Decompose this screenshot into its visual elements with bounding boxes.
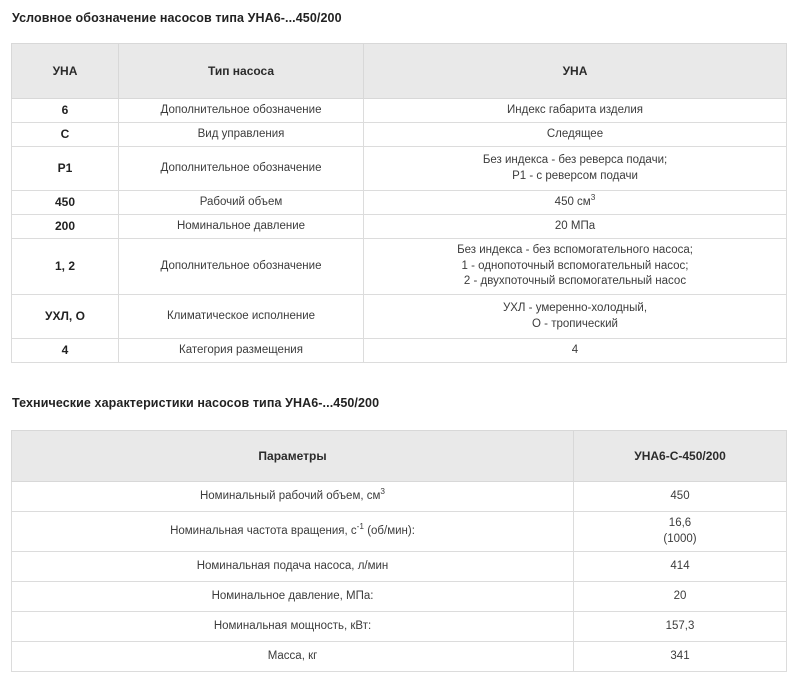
marking-value (364, 295, 787, 339)
specs-param: Номинальное давление, МПа: (12, 582, 574, 612)
specs-value: 157,3 (574, 612, 787, 642)
table-row (12, 295, 787, 339)
table-row (12, 642, 787, 672)
specs-value-line: 16,6 (668, 516, 692, 529)
marking-value-line: Без индекса - без вспомогательного насоса; (457, 244, 693, 257)
specs-value: 341 (574, 642, 787, 672)
marking-section-title: Условное обозначение насосов типа УНА6-...450/200 (12, 11, 342, 25)
specs-param-superscript: -1 (356, 521, 364, 531)
marking-value: 20 МПа (364, 215, 787, 239)
marking-name: Дополнительное обозначение (119, 239, 364, 295)
table-row (12, 512, 787, 552)
marking-code: 200 (12, 215, 119, 239)
table-row (12, 239, 787, 295)
marking-value (364, 191, 787, 215)
marking-value: 4 (364, 339, 787, 363)
marking-value-line: О - тропический (532, 317, 618, 330)
marking-value-superscript: 3 (590, 192, 596, 202)
specs-param (12, 482, 574, 512)
table-row (12, 482, 787, 512)
marking-name: Дополнительное обозначение (119, 99, 364, 123)
specs-param-text-suffix: (об/мин): (364, 524, 415, 537)
marking-table-head (12, 44, 787, 99)
marking-name: Рабочий объем (119, 191, 364, 215)
pump-marking-table (11, 43, 787, 363)
marking-table-body (12, 99, 787, 363)
pump-specs-table (11, 430, 787, 672)
marking-header-pump-type: Тип насоса (119, 44, 364, 99)
table-row (12, 99, 787, 123)
table-row (12, 612, 787, 642)
marking-code: 4 (12, 339, 119, 363)
table-row (12, 339, 787, 363)
specs-header-row (12, 431, 787, 482)
specs-param-text: Номинальная частота вращения, с (170, 524, 357, 537)
marking-value-line: Р1 - с реверсом подачи (512, 169, 638, 182)
marking-value-text: 450 см (554, 195, 591, 208)
marking-name: Номинальное давление (119, 215, 364, 239)
marking-code: 450 (12, 191, 119, 215)
table-row (12, 123, 787, 147)
marking-code: Р1 (12, 147, 119, 191)
marking-value (364, 239, 787, 295)
specs-param: Номинальная подача насоса, л/мин (12, 552, 574, 582)
specs-param: Номинальная мощность, кВт: (12, 612, 574, 642)
specs-value-line: (1000) (663, 532, 697, 545)
marking-code: 1, 2 (12, 239, 119, 295)
marking-value: Индекс габарита изделия (364, 99, 787, 123)
specs-value: 20 (574, 582, 787, 612)
marking-name: Климатическое исполнение (119, 295, 364, 339)
marking-code: 6 (12, 99, 119, 123)
table-row (12, 215, 787, 239)
marking-name: Вид управления (119, 123, 364, 147)
table-row (12, 191, 787, 215)
table-row (12, 147, 787, 191)
specs-table-head (12, 431, 787, 482)
marking-code: УХЛ, О (12, 295, 119, 339)
specs-param: Масса, кг (12, 642, 574, 672)
marking-header-una-code: УНА (12, 44, 119, 99)
specs-param-superscript: 3 (380, 486, 385, 496)
marking-value (364, 147, 787, 191)
marking-name: Дополнительное обозначение (119, 147, 364, 191)
marking-header-una-desc: УНА (364, 44, 787, 99)
specs-section-title: Технические характеристики насосов типа УНА6-...450/200 (12, 396, 380, 410)
marking-name: Категория размещения (119, 339, 364, 363)
specs-value (574, 512, 787, 552)
marking-value-line: УХЛ - умеренно-холодный, (502, 301, 648, 314)
specs-param-text: Номинальный рабочий объем, см (199, 489, 381, 502)
marking-value-line: 1 - однопоточный вспомогательный насос; (461, 259, 689, 272)
specs-value: 450 (574, 482, 787, 512)
marking-value-line: 2 - двухпоточный вспомогательный насос (463, 275, 687, 288)
specs-header-model: УНА6-С-450/200 (574, 431, 787, 482)
specs-header-parameters: Параметры (12, 431, 574, 482)
marking-code: С (12, 123, 119, 147)
marking-value: Следящее (364, 123, 787, 147)
specs-table-body (12, 482, 787, 672)
marking-value-line: Без индекса - без реверса подачи; (482, 153, 668, 166)
specs-value: 414 (574, 552, 787, 582)
table-row (12, 582, 787, 612)
specs-param (12, 512, 574, 552)
marking-header-row (12, 44, 787, 99)
table-row (12, 552, 787, 582)
